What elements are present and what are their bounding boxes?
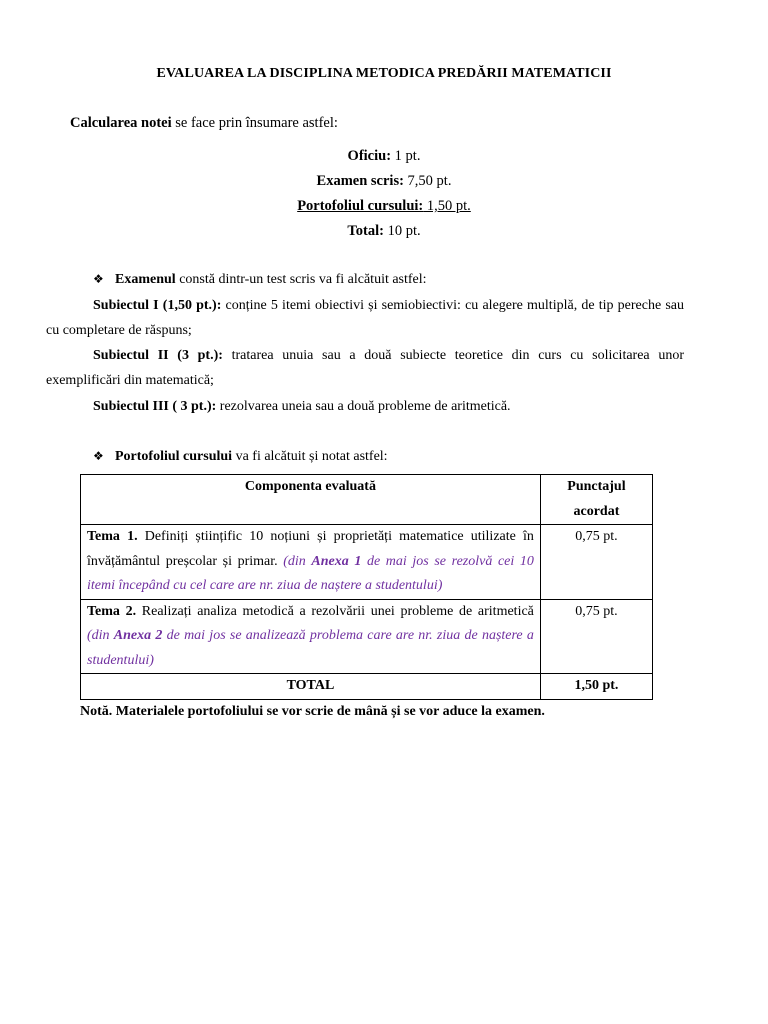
- score-line-examen: [0, 173, 768, 190]
- table-total-points: 1,50 pt.: [540, 674, 652, 700]
- task-title: Tema 1.: [87, 529, 138, 544]
- subject-label: Subiectul III ( 3 pt.):: [93, 399, 217, 414]
- score-line-total: [0, 223, 768, 240]
- subject-label: Subiectul I (1,50 pt.):: [93, 298, 222, 313]
- score-label: Oficiu:: [347, 148, 392, 164]
- task-note-annex: Anexa 2: [113, 628, 163, 643]
- task-note: (din: [283, 553, 312, 569]
- table-cell-points: 0,75 pt.: [540, 599, 652, 674]
- exam-bullet-rest: constă dintr-un test scris va fi alcătuit astfel:: [175, 272, 427, 287]
- subject-text: conține 5 itemi obiectivi și semiobiectivi: cu alegere multiplă, de tip pereche sau cu completare de răspuns;: [46, 298, 684, 338]
- score-value: 1,50 pt.: [423, 198, 471, 214]
- table-header-points: Punctajul acordat: [540, 475, 652, 525]
- table-total-label: TOTAL: [81, 674, 541, 700]
- subject-text: tratarea unuia sau a două subiecte teoretice din curs cu solicitarea unor exemplificări din matematică;: [46, 348, 684, 388]
- score-label: Examen scris:: [316, 173, 404, 189]
- table-cell-task: [81, 525, 541, 600]
- score-label: Portofoliul cursului:: [297, 198, 424, 214]
- grade-intro-rest: se face prin însumare astfel:: [171, 115, 338, 131]
- score-value: 7,50 pt.: [403, 173, 452, 189]
- table-total-row: [81, 674, 653, 700]
- document-title: EVALUAREA LA DISCIPLINA METODICA PREDĂRII MATEMATICII: [156, 66, 612, 81]
- task-note: de mai jos se analizează problema care are nr. ziua de naștere a studentului): [87, 628, 534, 668]
- subject-label: Subiectul II (3 pt.):: [93, 348, 223, 363]
- task-note-annex: Anexa 1: [311, 553, 362, 569]
- table-header-row: [81, 475, 653, 525]
- portfolio-bullet-bold: Portofoliul cursului: [115, 449, 233, 464]
- portfolio-table: [80, 474, 653, 700]
- score-line-oficiu: [0, 148, 768, 165]
- exam-subject-3: [46, 395, 684, 420]
- exam-subject-1: [46, 294, 684, 343]
- grade-intro-bold: Calcularea notei: [70, 115, 172, 131]
- task-title: Tema 2.: [87, 603, 137, 619]
- grade-intro: [70, 115, 338, 132]
- portfolio-note: Notă. Materialele portofoliului se vor scrie de mână și se vor aduce la examen.: [80, 704, 545, 719]
- exam-bullet: [93, 272, 427, 288]
- score-underlined: [297, 198, 471, 214]
- exam-bullet-bold: Examenul: [115, 272, 176, 287]
- subject-text: rezolvarea uneia sau a două probleme de aritmetică.: [216, 399, 511, 414]
- table-row: [81, 525, 653, 600]
- diamond-bullet-icon: ❖: [93, 449, 104, 463]
- table-cell-points: 0,75 pt.: [540, 525, 652, 600]
- portfolio-bullet-rest: va fi alcătuit și notat astfel:: [232, 449, 388, 464]
- task-note: (din: [87, 628, 114, 643]
- task-text: Realizați analiza metodică a rezolvării unei probleme de aritmetică: [136, 603, 534, 619]
- table-header-component: Componenta evaluată: [81, 475, 541, 525]
- diamond-bullet-icon: ❖: [93, 272, 104, 286]
- score-value: 1 pt.: [391, 148, 421, 164]
- exam-subject-2: [46, 344, 684, 393]
- table-row: [81, 599, 653, 674]
- task-text: Definiți științific 10 noțiuni și proprietăți matematice utilizate în învățământul preșcolar și primar.: [87, 529, 534, 569]
- portfolio-bullet: [93, 449, 388, 465]
- score-value: 10 pt.: [383, 223, 421, 239]
- task-note: de mai jos se rezolvă cei 10 itemi începând cu cel care are nr. ziua de naștere a studentului): [87, 553, 534, 593]
- table-cell-task: [81, 599, 541, 674]
- score-label: Total:: [347, 223, 384, 239]
- score-line-portofoliu: [0, 198, 768, 215]
